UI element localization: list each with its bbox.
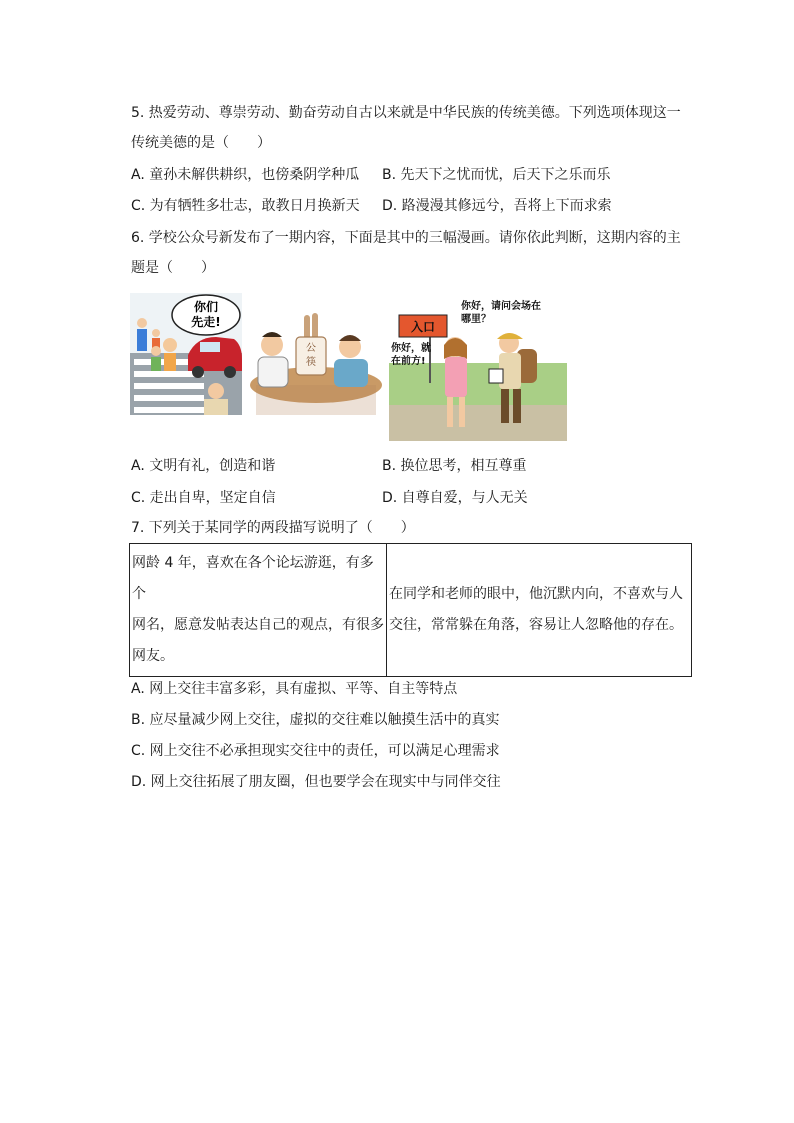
bubble-text-line2: 先走! <box>191 315 221 329</box>
q5-option-a[interactable]: A. 童孙未解供耕织，也傍桑阴学种瓜 <box>131 167 360 183</box>
q6-option-c[interactable]: C. 走出自卑，坚定自信 <box>131 490 276 506</box>
q6-option-b[interactable]: B. 换位思考，相互尊重 <box>382 458 527 474</box>
q5-stem-line2: 传统美德的是（ ） <box>131 135 271 151</box>
q6-stem-line1: 6. 学校公众号新发布了一期内容，下面是其中的三幅漫画。请你依此判断，这期内容的主 <box>131 230 681 246</box>
q6-option-d[interactable]: D. 自尊自爱，与人无关 <box>382 490 528 506</box>
cartoon-panel-chopsticks <box>246 293 386 415</box>
q7-option-c[interactable]: C. 网上交往不必承担现实交往中的责任，可以满足心理需求 <box>131 743 500 759</box>
offline-description-cell <box>387 544 692 677</box>
cartoon-panel-directions <box>389 293 567 441</box>
q5-option-b[interactable]: B. 先天下之忧而忧，后天下之乐而乐 <box>382 167 611 183</box>
directions-illustration <box>389 293 567 441</box>
dining-illustration <box>246 293 386 415</box>
entrance-sign-text: 入口 <box>410 320 436 334</box>
q5-option-d[interactable]: D. 路漫漫其修远兮，吾将上下而求索 <box>382 198 612 214</box>
q6-stem-line2: 题是（ ） <box>131 260 215 276</box>
bubble-text-line1: 你们 <box>193 300 219 314</box>
q7-stem: 7. 下列关于某同学的两段描写说明了（ ） <box>131 520 415 536</box>
q7-option-a[interactable]: A. 网上交往丰富多彩，具有虚拟、平等、自主等特点 <box>131 681 458 697</box>
online-description-line2: 网名，愿意发帖表达自己的观点，有很多 <box>132 617 384 633</box>
offline-description-line1: 在同学和老师的眼中，他沉默内向，不喜欢与人 <box>389 586 683 602</box>
q5-option-c[interactable]: C. 为有牺牲多壮志，敢教日月换新天 <box>131 198 360 214</box>
q7-description-table <box>129 543 692 677</box>
cartoon-panel-crosswalk <box>130 293 242 415</box>
speech-b-line2: 在前方! <box>391 356 426 367</box>
speech-b-line1: 你好，就 <box>391 343 431 354</box>
online-description-line3: 网友。 <box>132 648 174 664</box>
q7-option-d[interactable]: D. 网上交往拓展了朋友圈，但也要学会在现实中与同伴交往 <box>131 774 501 790</box>
q6-option-a[interactable]: A. 文明有礼，创造和谐 <box>131 458 276 474</box>
crosswalk-illustration <box>130 293 242 415</box>
speech-a-line1: 你好，请问会场在 <box>461 301 541 312</box>
sign-text-line2: 筷 <box>306 357 316 368</box>
online-description-line1: 网龄 4 年，喜欢在各个论坛游逛，有多个 <box>132 555 374 602</box>
offline-description-line2: 交往，常常躲在角落，容易让人忽略他的存在。 <box>389 617 683 633</box>
sign-text-line1: 公 <box>306 343 316 354</box>
q7-option-b[interactable]: B. 应尽量减少网上交往，虚拟的交往难以触摸生活中的真实 <box>131 712 500 728</box>
speech-a-line2: 哪里？ <box>461 314 491 325</box>
q5-stem-line1: 5. 热爱劳动、尊崇劳动、勤奋劳动自古以来就是中华民族的传统美德。下列选项体现这一 <box>131 105 681 121</box>
online-description-cell <box>130 544 387 677</box>
